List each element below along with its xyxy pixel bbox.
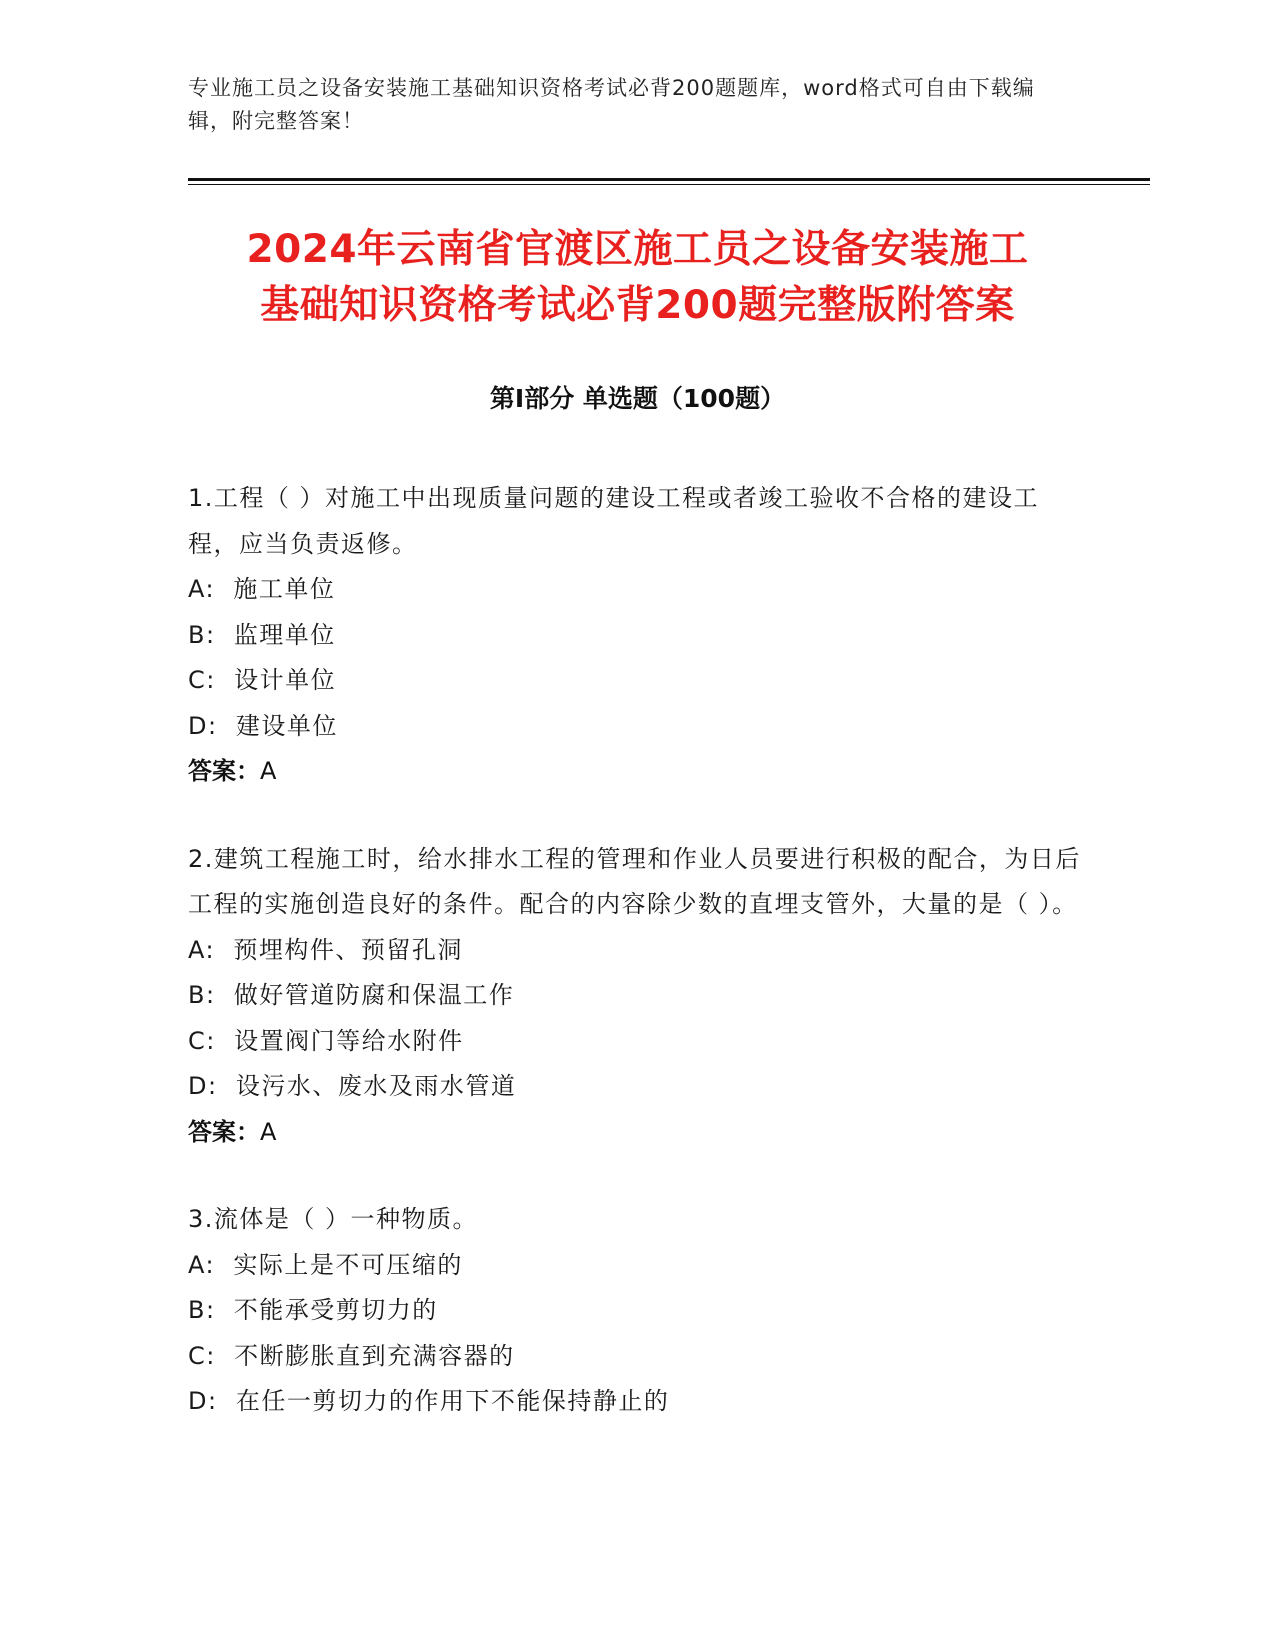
document-title-line-2: 基础知识资格考试必背200题完整版附答案 xyxy=(260,283,1015,328)
option-c: C: 不断膨胀直到充满容器的 xyxy=(188,1341,515,1370)
document-title xyxy=(150,222,1125,334)
document-title-line-1: 2024年云南省官渡区施工员之设备安装施工 xyxy=(246,227,1029,272)
header-note: 专业施工员之设备安装施工基础知识资格考试必背200题题库，word格式可自由下载编辑，附完整答案！ xyxy=(188,76,1035,133)
question-3 xyxy=(188,1197,1088,1425)
question-1 xyxy=(188,476,1088,795)
option-b: B: 监理单位 xyxy=(188,620,336,649)
header-divider-thick xyxy=(188,178,1150,181)
question-stem: 2.建筑工程施工时，给水排水工程的管理和作业人员要进行积极的配合，为日后工程的实施创造良好的条件。配合的内容除少数的直埋支管外，大量的是（ ）。 xyxy=(188,844,1081,918)
option-c: C: 设置阀门等给水附件 xyxy=(188,1026,464,1055)
answer-value: A xyxy=(260,1117,277,1146)
option-b: B: 不能承受剪切力的 xyxy=(188,1296,438,1324)
option-a: A: 预埋构件、预留孔洞 xyxy=(188,935,463,964)
question-list xyxy=(188,476,1088,1467)
answer-value: A xyxy=(260,757,277,785)
option-a: A: 施工单位 xyxy=(188,575,336,603)
option-d: D: 建设单位 xyxy=(188,711,338,740)
answer-label: 答案： xyxy=(188,757,260,785)
section-heading: 第Ⅰ部分 单选题（100题） xyxy=(489,384,786,413)
option-a: A: 实际上是不可压缩的 xyxy=(188,1250,463,1279)
answer-label: 答案： xyxy=(188,1117,260,1146)
header-divider-thin xyxy=(188,184,1150,185)
question-stem: 3.流体是（ ）一种物质。 xyxy=(188,1205,479,1233)
option-b: B: 做好管道防腐和保温工作 xyxy=(188,981,515,1009)
question-2 xyxy=(188,837,1088,1156)
question-stem: 1.工程（ ）对施工中出现质量问题的建设工程或者竣工验收不合格的建设工程，应当负责返修。 xyxy=(188,484,1040,558)
option-c: C: 设计单位 xyxy=(188,666,337,694)
answer-line xyxy=(188,749,1088,795)
option-d: D: 在任一剪切力的作用下不能保持静止的 xyxy=(188,1387,670,1415)
option-d: D: 设污水、废水及雨水管道 xyxy=(188,1072,517,1100)
answer-line xyxy=(188,1110,1088,1156)
